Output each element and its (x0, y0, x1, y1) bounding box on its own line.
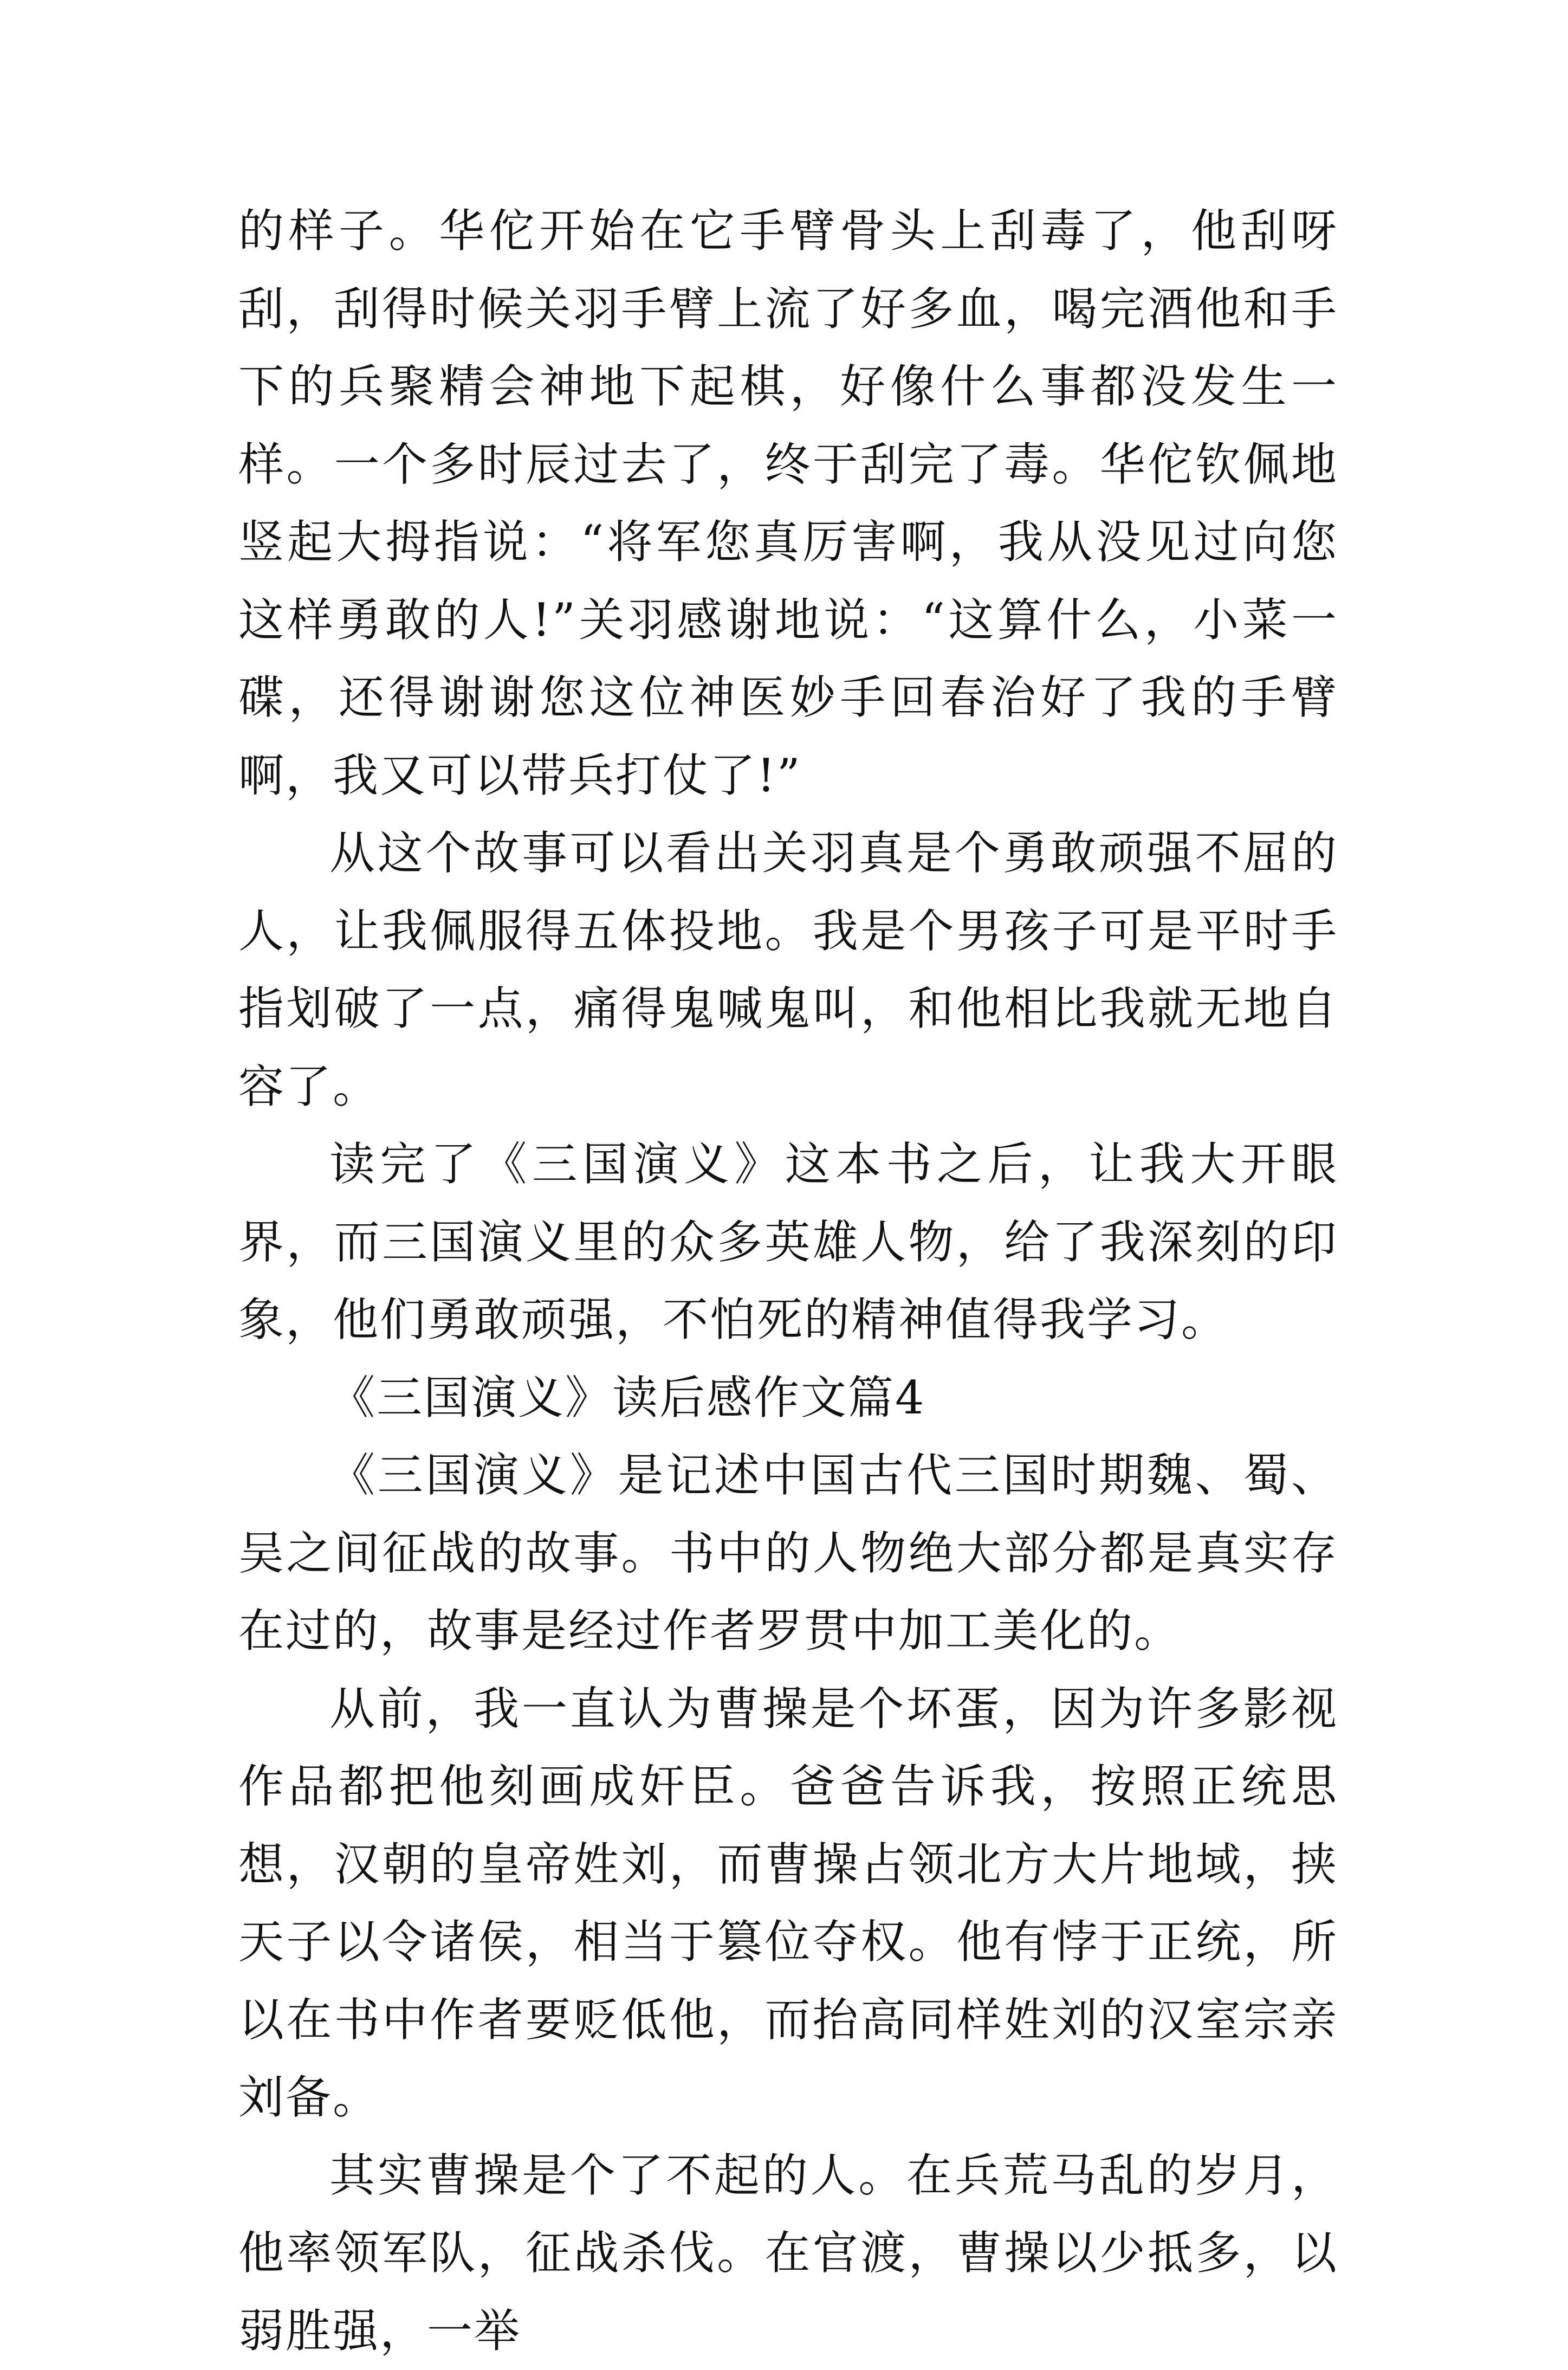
paragraph-guan-yu-admiration: 从这个故事可以看出关羽真是个勇敢顽强不屈的人，让我佩服得五体投地。我是个男孩子可是平时手指划破了一点，痛得鬼喊鬼叫，和他相比我就无地自容了。 (238, 815, 1338, 1126)
paragraph-book-introduction: 《三国演义》是记述中国古代三国时期魏、蜀、吴之间征战的故事。书中的人物绝大部分都是真实存在过的，故事是经过作者罗贯中加工美化的。 (238, 1437, 1338, 1670)
paragraph-cao-cao-achievements: 其实曹操是个了不起的人。在兵荒马乱的岁月，他率领军队，征战杀伐。在官渡，曹操以少抵多，以弱胜强，一举 (238, 2137, 1338, 2370)
paragraph-continued-story: 的样子。华佗开始在它手臂骨头上刮毒了，他刮呀刮，刮得时候关羽手臂上流了好多血，喝完酒他和手下的兵聚精会神地下起棋，好像什么事都没发生一样。一个多时辰过去了，终于刮完了毒。华佗钦佩地竖起大拇指说：“将军您真厉害啊，我从没见过向您这样勇敢的人!”关羽感谢地说：“这算什么，小菜一碟，还得谢谢您这位神医妙手回春治好了我的手臂啊，我又可以带兵打仗了!” (238, 192, 1338, 815)
paragraph-cao-cao-portrayal: 从前，我一直认为曹操是个坏蛋，因为许多影视作品都把他刻画成奸臣。爸爸告诉我，按照正统思想，汉朝的皇帝姓刘，而曹操占领北方大片地域，挟天子以令诸侯，相当于篡位夺权。他有悖于正统，所以在书中作者要贬低他，而抬高同样姓刘的汉室宗亲刘备。 (238, 1670, 1338, 2137)
document-body (238, 192, 1338, 2370)
paragraph-book-impression: 读完了《三国演义》这本书之后，让我大开眼界，而三国演义里的众多英雄人物，给了我深刻的印象，他们勇敢顽强，不怕死的精神值得我学习。 (238, 1126, 1338, 1359)
section-heading: 《三国演义》读后感作文篇4 (238, 1359, 1338, 1437)
